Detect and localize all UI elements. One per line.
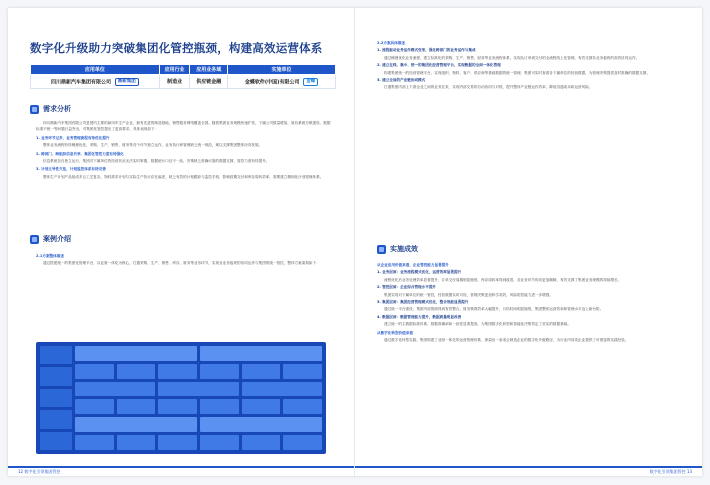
figure-block xyxy=(75,435,114,450)
figure-block xyxy=(40,410,72,428)
info-table-row xyxy=(31,75,336,89)
info-table-header-row xyxy=(31,65,336,75)
result-4-body: 建立统一的主数据标准体系，数据准确率和一致性显著提高，为集团数字化转型和智能化决策奠定了坚实的数据基础。 xyxy=(384,322,571,327)
case-text xyxy=(36,251,332,268)
need-3-head: 3. 计划主导性欠佳，计划监控体系有待完善 xyxy=(36,167,106,172)
kingdee-logo: 金蝶 xyxy=(303,78,318,86)
figure-block xyxy=(283,364,322,379)
header-vendor: 实施单位 xyxy=(228,65,336,75)
figure-block xyxy=(242,382,322,397)
figure-block xyxy=(200,435,239,450)
figure-block xyxy=(158,435,197,450)
result-1-body: 流程优化后业务处理效率显著提升，订单交付周期明显缩短，库存周转率得到改善，各业务环节协同更加顺畅，有效支撑了集团业务规模的持续增长。 xyxy=(384,277,622,282)
figure-block xyxy=(75,382,155,397)
figure-block xyxy=(40,367,72,385)
footer-left: 12 数字化引领集团管控 xyxy=(8,466,354,476)
need-3-body: 整体生产计划产品组成多且工艺复杂，物料需求计划与实际生产执行存在偏差，缺乏有效的计划跟踪与监控手段，影响按期交付和库存周转效率，需要建立精细化计划管理体系。 xyxy=(43,174,324,179)
section-marker-icon xyxy=(30,105,39,114)
figure-block xyxy=(40,432,72,450)
figure-block xyxy=(200,399,239,414)
figure-block xyxy=(200,417,322,432)
plan-1-head: 1. 流程驱动业务运作模式变革，强化跨部门的业务运作与集成 xyxy=(377,48,476,53)
case-body: 通过搭建统一的集团化管理平台，以业财一体化为核心，打通采购、生产、销售、库存、财务等业务环节，实现各业务板块的协同运作与集团的统一管控，整体方案架构如下： xyxy=(43,261,320,266)
unit-name: 四川鼎新汽车集团有限公司 xyxy=(51,79,112,85)
figure-block xyxy=(158,399,197,414)
figure-main-grid xyxy=(75,346,322,450)
result-3-body: 通过统一平台建设，集团内部资源得到有效整合，财务核算效率大幅提升，月结时间明显缩短，集团整体运营效率和管理水平迈上新台阶。 xyxy=(384,307,604,312)
needs-text xyxy=(36,120,332,181)
cell-vendor xyxy=(228,75,336,89)
plan-3-body: 打通集团内部上下游企业之间的业务往来，实现内部交易的自动协同与对账，提升整体产业链运作效率，降低沟通成本和运营风险。 xyxy=(384,85,593,90)
results-sub2: 从数字化转型价值来看 xyxy=(377,330,413,335)
section-heading-results xyxy=(377,244,418,254)
section-title: 实施成效 xyxy=(390,245,418,253)
section-title: 案例介绍 xyxy=(43,235,71,243)
header-unit: 应用单位 xyxy=(31,65,160,75)
result-2-head: 2. 管控层面：企业综合管理水平提升 xyxy=(377,285,437,290)
section-heading-case xyxy=(30,234,71,244)
section-heading-needs xyxy=(30,104,71,114)
result-3-head: 3. 集团层面：集团经营管理模式优化，整合效能显著提升 xyxy=(377,300,469,305)
result-2-body: 集团实现对下属单位的统一管控，经营数据实时可视，管理决策更加科学高效，风险防控能力进一步增强。 xyxy=(384,292,553,297)
left-page xyxy=(8,8,355,476)
plan-2-body: 构建集团统一的经营管理平台，实现组织、物料、客户、供应商等基础数据的统一管理，集团可实时查看各下属单位的经营数据，为管理决策提供及时准确的数据支撑。 xyxy=(384,70,650,75)
figure-block xyxy=(40,346,72,364)
figure-block xyxy=(283,435,322,450)
results-sub: 从企业应用价值来看，企业管控能力显著提升 xyxy=(377,263,449,267)
figure-block xyxy=(75,399,114,414)
cell-unit xyxy=(31,75,160,89)
need-2-body: 信息系统各自独立运行，集团对下属单位的经营状况无法实时掌握，数据统计口径不一致，决策缺乏准确可靠的数据支撑，管控力度有待提升。 xyxy=(43,159,270,164)
section-marker-icon xyxy=(30,235,39,244)
section-marker-icon xyxy=(377,245,386,254)
needs-intro: 四川鼎新汽车集团有限公司是国内主要的商用车生产企业，拥有先进的制造基地，销售服务网络覆盖全国。随着集团业务规模快速扩张，下属公司数量增加，原有系统分散建设、数据标准不统一等问题日益突出，对集团化管控提出了更高要求，具体表现如下： xyxy=(36,121,331,132)
figure-block xyxy=(283,399,322,414)
plan-1-body: 通过梳理优化业务流程，建立标准化的采购、生产、销售、财务等业务流程体系，实现从订单到交付的全流程线上化管理，有效支撑各业务板块的高效协同运作。 xyxy=(384,55,640,60)
result-4-head: 4. 数据层面：数据管理能力提升，数据质量明显改善 xyxy=(377,314,462,319)
section-title: 需求分析 xyxy=(43,105,71,113)
figure-block xyxy=(200,364,239,379)
system-architecture-figure xyxy=(36,342,326,454)
figure-block xyxy=(200,346,322,361)
cell-domain: 供应链金融 xyxy=(190,75,228,89)
figure-block xyxy=(242,364,281,379)
footer-right: 数字化引领集团管控 13 xyxy=(355,466,702,476)
figure-block xyxy=(242,435,281,450)
results-body2: 通过数字化转型实践，集团构建了业财一体化的运营管理体系，探索出一条适合制造企业的数字化升级路径，为行业内同类企业提供了可借鉴的实践经验。 xyxy=(384,338,629,343)
figure-block xyxy=(117,364,156,379)
plan-sub: 2.2方案具体描述 xyxy=(377,41,405,45)
need-2-head: 2. 跨部门、跨组织信息共享、集团化管控力度有待强化 xyxy=(36,151,124,156)
figure-block xyxy=(75,364,114,379)
figure-side-column xyxy=(40,346,72,450)
case-sub: 2.1方案整体描述 xyxy=(36,254,64,258)
plan-3-head: 3. 建立全局的产业链协同模式 xyxy=(377,78,426,83)
figure-block xyxy=(75,417,197,432)
cell-industry: 制造业 xyxy=(159,75,190,89)
figure-block xyxy=(117,435,156,450)
need-1-head: 1. 业务环节过多，业务管理流程有待优化提升 xyxy=(36,135,110,140)
page-title: 数字化升级助力突破集团化管控瓶颈，构建高效运营体系 xyxy=(30,41,323,55)
vendor-name: 金蝶软件(中国)有限公司 xyxy=(244,79,300,85)
document-spread xyxy=(8,8,702,476)
result-1-head: 1. 业务层面：业务流程模式优化，运营效率显著提升 xyxy=(377,270,462,275)
info-table xyxy=(30,64,336,89)
figure-block xyxy=(242,399,281,414)
header-industry: 应用行业 xyxy=(159,65,190,75)
figure-block xyxy=(158,382,238,397)
plan-text xyxy=(377,38,683,92)
dingxin-logo: 鼎新集团 xyxy=(115,78,139,86)
right-page xyxy=(355,8,702,476)
figure-block xyxy=(158,364,197,379)
figure-block xyxy=(117,399,156,414)
header-domain: 应用业务域 xyxy=(190,65,228,75)
need-1-body: 整体业务流程有待梳理优化，采购、生产、销售、财务等各个环节独立运作，业务执行和管理缺乏统一规范，难以支撑集团整体协同发展。 xyxy=(43,143,263,148)
figure-block xyxy=(40,389,72,407)
plan-2-head: 2. 建立在线、集中、统一的集团化经营管理平台，实现数据的全面一体化管理 xyxy=(377,63,501,68)
figure-block xyxy=(75,346,197,361)
results-text xyxy=(377,260,683,344)
